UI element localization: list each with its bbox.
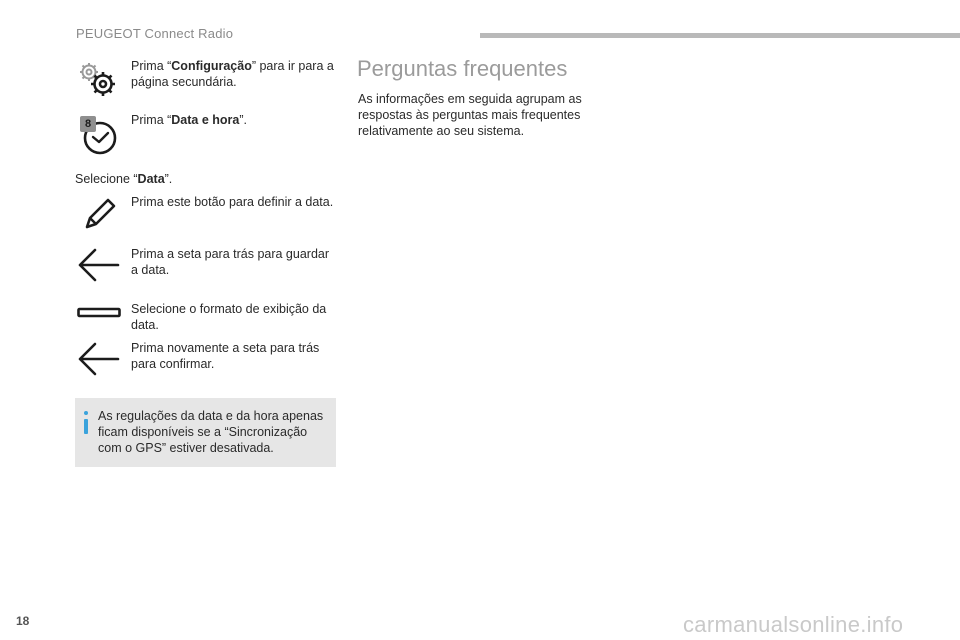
substep-back-save-text: Prima a seta para trás para guardar a data. — [131, 247, 330, 277]
info-icon-bar — [84, 419, 88, 434]
date-time-label: Data e hora — [171, 113, 240, 127]
configuration-label: Configuração — [171, 59, 252, 73]
step-date-time-text: Prima “Data e hora”. — [131, 113, 248, 127]
info-icon — [84, 411, 88, 415]
data-label: Data — [137, 172, 165, 186]
page-number: 18 — [16, 614, 30, 628]
header-divider-bar — [480, 33, 960, 38]
substep-pencil-text: Prima este botão para definir a data. — [131, 195, 334, 209]
back-arrow-icon — [77, 247, 121, 283]
info-note-box — [75, 398, 336, 467]
step-configuration-text: Prima “Configuração” para ir para a página secundária. — [131, 59, 334, 89]
clock-badge: 8 — [84, 118, 92, 130]
settings-gears-icon — [76, 60, 120, 100]
header-title: PEUGEOT Connect Radio — [76, 26, 234, 41]
back-arrow-icon — [77, 341, 121, 377]
watermark: carmanualsonline.info — [683, 612, 904, 637]
format-bar-icon — [77, 307, 121, 319]
info-note-text: As regulações da data e da hora apenas ficam disponíveis se a “Sincronização com o GPS” estiver desativada. — [98, 409, 324, 455]
substep-back-confirm-text: Prima novamente a seta para trás para confirmar. — [131, 341, 320, 371]
select-data-text: Selecione “Data”. — [75, 172, 173, 186]
faq-title: Perguntas frequentes — [357, 56, 568, 81]
pencil-icon — [82, 196, 118, 232]
substep-format-text: Selecione o formato de exibição da data. — [131, 302, 327, 332]
faq-body: As informações em seguida agrupam as respostas às perguntas mais frequentes relativamente ao seu sistema. — [358, 92, 582, 138]
